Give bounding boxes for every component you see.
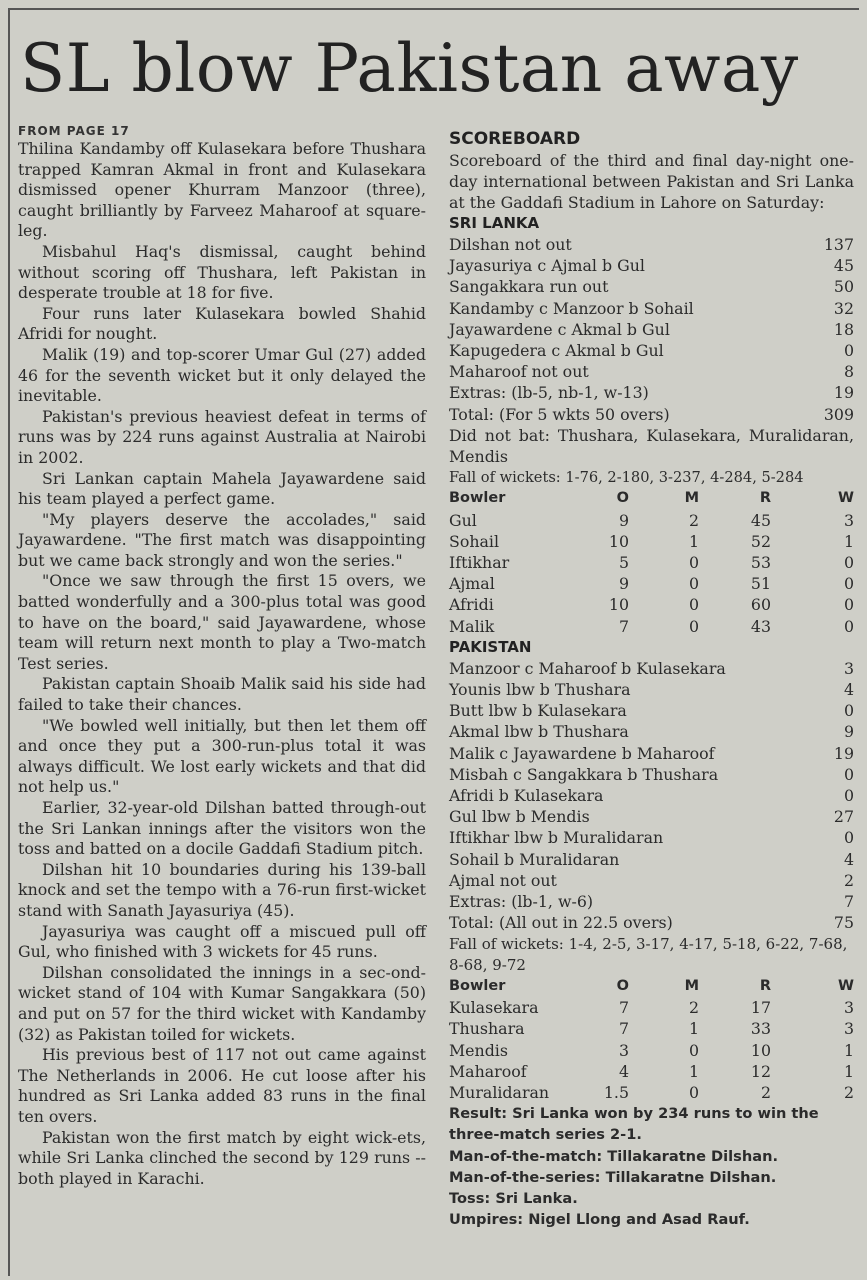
article-paragraph: Pakistan captain Shoaib Malik said his side had failed to take their chances. bbox=[18, 674, 426, 715]
runs-value: 27 bbox=[833, 807, 854, 827]
batting-row bbox=[449, 340, 854, 361]
batting-row bbox=[449, 891, 854, 912]
runs-value: 45 bbox=[833, 256, 854, 276]
bowling-header bbox=[449, 488, 854, 509]
batting-row bbox=[449, 849, 854, 870]
bowling-figure: 7 bbox=[618, 1019, 629, 1039]
article-paragraph: Thilina Kandamby off Kulasekara before Thushara trapped Kamran Akmal in front and Kulasekara dismissed opener Khurram Manzoor (three), caught brilliantly by Farveez Maharoof at square-leg. bbox=[18, 139, 426, 241]
runs-value: 19 bbox=[833, 743, 854, 763]
article-paragraph: "Once we saw through the first 15 overs, we batted wonderfully and a 300-plus total was good to have on the board," said Jayawardene, whose team will return next month to play a Two-match Test series. bbox=[18, 571, 426, 673]
bowling-figure: 1 bbox=[688, 1061, 699, 1081]
bowling-figure: 1 bbox=[688, 531, 699, 551]
bowling-row bbox=[449, 1061, 854, 1082]
runs-value: 137 bbox=[823, 235, 854, 254]
bowling-header-cell: W bbox=[838, 977, 854, 994]
batting-row bbox=[449, 382, 854, 403]
bowling-figure: 45 bbox=[750, 510, 771, 530]
bowling-figure: 17 bbox=[750, 998, 771, 1018]
bowling-figure: 0 bbox=[843, 553, 854, 573]
bowler-name: Sohail bbox=[449, 531, 500, 551]
batsman-entry: Sangakkara run out bbox=[449, 277, 609, 297]
toss: Toss: Sri Lanka. bbox=[449, 1189, 578, 1207]
headline: SL blow Pakistan away bbox=[20, 30, 799, 107]
batting-row bbox=[449, 404, 854, 425]
bowling-header-cell: M bbox=[684, 977, 699, 994]
bowling-figure: 0 bbox=[688, 595, 699, 615]
runs-value: 8 bbox=[843, 362, 854, 382]
batsman-entry: Total: (For 5 wkts 50 overs) bbox=[449, 404, 670, 424]
bowling-figure: 60 bbox=[750, 595, 771, 615]
runs-value: 0 bbox=[843, 828, 854, 848]
runs-value: 50 bbox=[833, 277, 854, 297]
bowler-name: Ajmal bbox=[449, 574, 495, 594]
bowling-header-cell: W bbox=[838, 490, 854, 507]
fall-of-wickets: Fall of wickets: 1-76, 2-180, 3-237, 4-284, 5-284 bbox=[449, 469, 804, 487]
bowling-figure: 9 bbox=[618, 510, 629, 530]
article-paragraph: Pakistan's previous heaviest defeat in terms of runs was by 224 runs against Australia at Nairobi in 2002. bbox=[18, 406, 426, 467]
man-of-the-match: Man-of-the-match: Tillakaratne Dilshan. bbox=[449, 1147, 779, 1165]
runs-value: 18 bbox=[833, 319, 854, 339]
bowling-figure: 2 bbox=[688, 510, 699, 530]
runs-value: 0 bbox=[843, 341, 854, 361]
umpires: Umpires: Nigel Llong and Asad Rauf. bbox=[449, 1211, 750, 1229]
bowling-figure: 3 bbox=[843, 1019, 854, 1039]
bowling-header-cell: R bbox=[759, 977, 771, 994]
bowler-name: Afridi bbox=[449, 595, 494, 615]
runs-value: 0 bbox=[843, 786, 854, 806]
bowling-figure: 0 bbox=[688, 616, 699, 636]
article-paragraph: Four runs later Kulasekara bowled Shahid Afridi for nought. bbox=[18, 303, 426, 344]
article-paragraph: Dilshan hit 10 boundaries during his 139-ball knock and set the tempo with a 76-run first-wicket stand with Sanath Jayasuriya (45). bbox=[18, 859, 426, 920]
batting-row bbox=[449, 298, 854, 319]
article-body bbox=[18, 124, 426, 1189]
bowling-header-cell: M bbox=[684, 490, 699, 507]
bowling-row bbox=[449, 552, 854, 573]
batting-row bbox=[449, 764, 854, 785]
bowling-figure: 10 bbox=[608, 531, 629, 551]
article-paragraph: "We bowled well initially, but then let them off and once they put a 300-run-plus total it was always difficult. We lost early wickets and that did not help us." bbox=[18, 715, 426, 797]
batsman-entry: Total: (All out in 22.5 overs) bbox=[449, 913, 673, 933]
bowling-row bbox=[449, 594, 854, 615]
batsman-entry: Jayawardene c Akmal b Gul bbox=[449, 319, 670, 339]
runs-value: 4 bbox=[843, 680, 854, 700]
batsman-entry: Ajmal not out bbox=[449, 870, 557, 890]
batting-row bbox=[449, 700, 854, 721]
batting-row bbox=[449, 319, 854, 340]
batsman-entry: Iftikhar lbw b Muralidaran bbox=[449, 828, 664, 848]
article-paragraph: Dilshan consolidated the innings in a sec-ond-wicket stand of 104 with Kumar Sangakkara (50) and put on 57 for the third wicket with Kandamby (32) as Pakistan toiled for wickets. bbox=[18, 962, 426, 1044]
bowler-name: Kulasekara bbox=[449, 998, 539, 1018]
bowling-row bbox=[449, 573, 854, 594]
bowling-row bbox=[449, 997, 854, 1018]
batsman-entry: Gul lbw b Mendis bbox=[449, 807, 590, 827]
pakistan-batting bbox=[449, 658, 854, 934]
bowler-name: Malik bbox=[449, 616, 495, 636]
batting-row bbox=[449, 234, 854, 255]
bowling-figure: 0 bbox=[688, 574, 699, 594]
bowling-figure: 10 bbox=[608, 595, 629, 615]
did-not-bat: Did not bat: Thushara, Kulasekara, Muralidaran, Mendis bbox=[449, 425, 854, 467]
article-paragraph: Earlier, 32-year-old Dilshan batted through-out the Sri Lankan innings after the visitors won the toss and batted on a docile Gaddafi Stadium pitch. bbox=[18, 798, 426, 859]
bowling-header-cell: O bbox=[616, 977, 629, 994]
scoreboard bbox=[449, 128, 854, 1230]
batting-row bbox=[449, 658, 854, 679]
batsman-entry: Extras: (lb-5, nb-1, w-13) bbox=[449, 383, 649, 403]
bowler-name: Gul bbox=[449, 510, 477, 530]
runs-value: 3 bbox=[843, 658, 854, 678]
bowling-figure: 1 bbox=[843, 1040, 854, 1060]
man-of-the-series: Man-of-the-series: Tillakaratne Dilshan. bbox=[449, 1168, 777, 1186]
bowling-figure: 12 bbox=[750, 1061, 771, 1081]
bowling-figure: 1 bbox=[843, 531, 854, 551]
bowling-figure: 51 bbox=[750, 574, 771, 594]
bowling-header bbox=[449, 976, 854, 997]
bowler-name: Thushara bbox=[449, 1019, 525, 1039]
batting-row bbox=[449, 870, 854, 891]
bowling-row bbox=[449, 1018, 854, 1039]
batting-row bbox=[449, 679, 854, 700]
batsman-entry: Younis lbw b Thushara bbox=[449, 680, 631, 700]
bowling-row bbox=[449, 1082, 854, 1103]
runs-value: 9 bbox=[843, 722, 854, 742]
runs-value: 32 bbox=[833, 298, 854, 318]
bowling-figure: 4 bbox=[618, 1061, 629, 1081]
bowling-figure: 1 bbox=[843, 1061, 854, 1081]
bowling-row bbox=[449, 510, 854, 531]
batting-row bbox=[449, 721, 854, 742]
runs-value: 7 bbox=[843, 892, 854, 912]
bowling-header-cell: R bbox=[759, 490, 771, 507]
bowling-figure: 0 bbox=[843, 616, 854, 636]
scoreboard-intro: Scoreboard of the third and final day-night one-day international between Pakistan and Sri Lanka at the Gaddafi Stadium in Lahore on Saturday: bbox=[449, 151, 854, 212]
bowling-figure: 2 bbox=[760, 1082, 771, 1102]
bowling-figure: 0 bbox=[843, 574, 854, 594]
sri-lanka-bowling bbox=[449, 976, 854, 1103]
bowling-figure: 5 bbox=[618, 553, 629, 573]
bowling-row bbox=[449, 1040, 854, 1061]
bowling-figure: 43 bbox=[750, 616, 771, 636]
batsman-entry: Maharoof not out bbox=[449, 362, 589, 382]
bowling-figure: 7 bbox=[618, 616, 629, 636]
scoreboard-title: SCOREBOARD bbox=[449, 129, 581, 149]
batting-row bbox=[449, 361, 854, 382]
bowling-row bbox=[449, 531, 854, 552]
batsman-entry: Butt lbw b Kulasekara bbox=[449, 701, 627, 721]
runs-value: 4 bbox=[843, 849, 854, 869]
bowler-name: Mendis bbox=[449, 1040, 508, 1060]
batting-row bbox=[449, 827, 854, 848]
bowling-figure: 7 bbox=[618, 998, 629, 1018]
bowling-row bbox=[449, 616, 854, 637]
bowler-name: Muralidaran bbox=[449, 1082, 550, 1102]
batting-row bbox=[449, 912, 854, 933]
sri-lanka-batting bbox=[449, 234, 854, 425]
bowling-figure: 0 bbox=[688, 1040, 699, 1060]
article-paragraph: Misbahul Haq's dismissal, caught behind without scoring off Thushara, left Pakistan in desperate trouble at 18 for five. bbox=[18, 241, 426, 303]
batsman-entry: Kandamby c Manzoor b Sohail bbox=[449, 298, 694, 318]
runs-value: 2 bbox=[843, 870, 854, 890]
bowling-figure: 0 bbox=[843, 595, 854, 615]
article-paragraph: His previous best of 117 not out came against The Netherlands in 2006. He cut loose after his hundred as Sri Lanka added 83 runs in the final ten overs. bbox=[18, 1045, 426, 1126]
bowler-name: Iftikhar bbox=[449, 553, 510, 573]
bowling-figure: 0 bbox=[688, 553, 699, 573]
runs-value: 0 bbox=[843, 701, 854, 721]
batsman-entry: Jayasuriya c Ajmal b Gul bbox=[449, 256, 645, 276]
pakistan-bowling bbox=[449, 488, 854, 636]
batsman-entry: Dilshan not out bbox=[449, 235, 572, 254]
bowling-figure: 52 bbox=[750, 531, 771, 551]
batting-row bbox=[449, 743, 854, 764]
batsman-entry: Malik c Jayawardene b Maharoof bbox=[449, 743, 715, 763]
batsman-entry: Misbah c Sangakkara b Thushara bbox=[449, 764, 719, 784]
article-paragraph: "My players deserve the accolades," said Jayawardene. "The first match was disappointing but we came back strongly and won the series." bbox=[18, 509, 426, 570]
batting-row bbox=[449, 806, 854, 827]
batsman-entry: Manzoor c Maharoof b Kulasekara bbox=[449, 658, 726, 678]
team-heading-sri-lanka: SRI LANKA bbox=[449, 214, 540, 232]
batsman-entry: Extras: (lb-1, w-6) bbox=[449, 892, 594, 912]
bowling-figure: 3 bbox=[618, 1040, 629, 1060]
bowling-figure: 2 bbox=[688, 998, 699, 1018]
batting-row bbox=[449, 276, 854, 297]
bowling-header-cell: Bowler bbox=[449, 490, 506, 507]
article-paragraph: Sri Lankan captain Mahela Jayawardene said his team played a perfect game. bbox=[18, 468, 426, 509]
bowling-figure: 3 bbox=[843, 510, 854, 530]
article-paragraph: Jayasuriya was caught off a miscued pull off Gul, who finished with 3 wickets for 45 runs. bbox=[18, 921, 426, 962]
team-heading-pakistan: PAKISTAN bbox=[449, 637, 532, 656]
bowling-figure: 10 bbox=[750, 1040, 771, 1060]
runs-value: 75 bbox=[833, 913, 854, 933]
bowling-figure: 1.5 bbox=[603, 1082, 629, 1102]
bowling-figure: 3 bbox=[843, 998, 854, 1018]
bowling-header-cell: O bbox=[616, 490, 629, 507]
bowler-name: Maharoof bbox=[449, 1061, 527, 1081]
batting-row bbox=[449, 785, 854, 806]
bowling-figure: 0 bbox=[688, 1082, 699, 1102]
runs-value: 19 bbox=[833, 383, 854, 403]
bowling-figure: 9 bbox=[618, 574, 629, 594]
batting-row bbox=[449, 255, 854, 276]
bowling-header-cell: Bowler bbox=[449, 977, 506, 994]
article-paragraph: Malik (19) and top-scorer Umar Gul (27) added 46 for the seventh wicket but it only delayed the inevitable. bbox=[18, 344, 426, 406]
bowling-figure: 33 bbox=[750, 1019, 771, 1039]
batsman-entry: Afridi b Kulasekara bbox=[449, 786, 604, 806]
kicker: FROM PAGE 17 bbox=[18, 124, 130, 138]
runs-value: 309 bbox=[823, 404, 854, 424]
bowling-figure: 53 bbox=[750, 553, 771, 573]
bowling-figure: 2 bbox=[843, 1082, 854, 1102]
batsman-entry: Kapugedera c Akmal b Gul bbox=[449, 341, 664, 361]
bowling-figure: 1 bbox=[688, 1019, 699, 1039]
batsman-entry: Sohail b Muralidaran bbox=[449, 849, 620, 869]
article-paragraph: Pakistan won the first match by eight wick-ets, while Sri Lanka clinched the second by 129 runs -- both played in Karachi. bbox=[18, 1127, 426, 1188]
fall-of-wickets: Fall of wickets: 1-4, 2-5, 3-17, 4-17, 5-18, 6-22, 7-68, 8-68, 9-72 bbox=[449, 934, 848, 974]
result: Result: Sri Lanka won by 234 runs to win the three-match series 2-1. bbox=[449, 1105, 819, 1144]
runs-value: 0 bbox=[843, 764, 854, 784]
batsman-entry: Akmal lbw b Thushara bbox=[449, 722, 629, 742]
